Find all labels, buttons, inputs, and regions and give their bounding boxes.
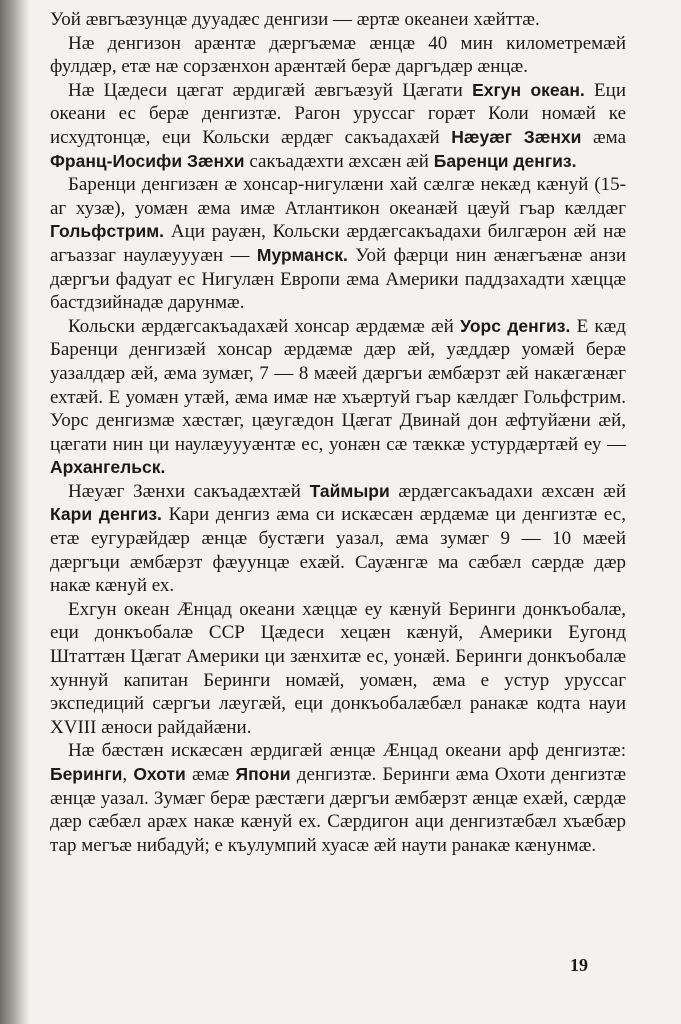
text-run: Еци океани ес берæ денгизтæ. Рагон уруссаг горæт Коли номæй ке исхудтонцæ, еци Кольски æрдæг сакъадахæй bbox=[50, 79, 626, 148]
text-run: Баренци денгизæн æ хонсар-нигулæни хай сæлгæ некæд кæнуй (15-аг хузæ), уомæн æма имæ Атлантикон океанæй цæуй гъар кæлдæг bbox=[50, 174, 626, 219]
paragraph bbox=[50, 173, 626, 315]
bold-term: Франц-Иосифи Зæнхи bbox=[50, 150, 245, 171]
bold-term: Гольфстрим. bbox=[50, 221, 165, 242]
bold-term: Баренци денгиз. bbox=[433, 150, 577, 171]
text-run: Нæ бæстæн искæсæн æрдигæй æнцæ Æнцад океани арф денгизтæ: bbox=[68, 740, 626, 762]
text-run: Уой æвгъæзунцæ дууадæс денгизи — æртæ океанеи хæйттæ. bbox=[50, 9, 540, 30]
text-run: æма bbox=[581, 126, 627, 148]
bold-term: Кари денгиз. bbox=[50, 504, 162, 525]
text-run: Нæуæг Зæнхи сакъадæхтæй bbox=[68, 480, 310, 502]
bold-term: Нæуæг Зæнхи bbox=[451, 126, 582, 147]
text-run: Кольски æрдæгсакъадахæй хонсар æрдæмæ æй bbox=[68, 315, 461, 337]
bold-term: Уорс денгиз. bbox=[460, 315, 571, 336]
text-run: Е кæд Баренци денгизæй хонсар æрдæмæ дæр æй, уæддæр уомæй берæ уазалдæр æй, æма зумæг, 7 — 8 мæей дæргъи æмбæрзт æй накæгæнæг ехтæй. Е уомæн утæй, æма имæ нæ хъæртуй гъар кæлдæг Гольфстрим. Уорс денгизмæ хæстæг, цæугæдон Цæгат Двинай дон æфтуйæни æй, цæгати нин ци наулæуууæнтæ ес, уонæн сæ тæккæ устурдæртæй еу — bbox=[50, 315, 626, 455]
bold-term: Архангельск. bbox=[50, 457, 166, 478]
text-run: Ехгун океан Æнцад океани хæццæ еу кæнуй Беринги донкъобалæ, еци донкъобалæ ССР Цæдеси хецæн кæнуй, Америки Еугонд Штаттæн Цæгат Америки ци зæнхитæ ес, уонæй. Беринги донкъобалæ хуннуй капитан Беринги номæй, уомæн, æма е устур уруссаг экспедиций сæргъи лæугæй, еци донкъобалæбæл ранакæ кодта науи XVIII æноси райдайæни. bbox=[50, 598, 626, 738]
paragraph bbox=[50, 315, 626, 480]
paragraph bbox=[50, 739, 626, 857]
paragraph bbox=[50, 598, 626, 740]
page-number: 19 bbox=[570, 955, 588, 975]
text-run: Нæ денгизон арæнтæ дæргъæмæ æнцæ 40 мин километремæй фулдæр, етæ нæ сорзæнхон арæнтæй берæ даргъдæр æнцæ. bbox=[50, 32, 626, 78]
book-spine-shadow bbox=[0, 0, 30, 1024]
text-run: сакъадæхти æхсæн æй bbox=[244, 150, 434, 172]
text-run: Нæ Цæдеси цæгат æрдигæй æвгъæзуй Цæгати bbox=[68, 79, 473, 101]
bold-term: Мурманск. bbox=[256, 244, 348, 265]
text-run: , bbox=[122, 764, 134, 785]
paragraph bbox=[50, 79, 626, 173]
text-run: Аци рауæн, Кольски æрдæгсакъадахи билгæрон æй нæ агъаззаг наулæуууæн — bbox=[50, 221, 626, 266]
text-run: æрдæгсакъадахи æхсæн æй bbox=[389, 480, 626, 502]
text-run: Кари денгиз æма си искæсæн æрдæмæ ци денгизтæ ес, етæ еугурæйдæр æнцæ бустæги уазал, æма зумæг 9 — 10 мæей дæргъци æмбæрзт фæуунцæ ехæй. Сауæнгæ ма сæбæл сæрдæ дæр накæ кæнуй ех. bbox=[50, 504, 626, 597]
bold-term: Таймыри bbox=[309, 480, 390, 501]
paragraph bbox=[50, 480, 626, 598]
bold-term: Беринги bbox=[50, 764, 123, 784]
text-run: денгизтæ. Беринги æма Охоти денгизтæ æнцæ уазал. Зумæг берæ рæстæги дæргъи æмбæрзт æнцæ ехæй, сæрдæ дæр сæбæл арæх накæ кæнуй ех. Сæрдигон аци денгизтæбæл хъæбæр тар мегъæ нибадуй; е къулумпий хуасæ æй наути ранакæ кæнунмæ. bbox=[50, 764, 627, 856]
bold-term: Охоти bbox=[133, 764, 186, 784]
text-run: Уой фæрци нин æнæгъæнæ анзи дæргъи фадуат ес Нигулæн Европи æма Америки паддзахадти хæццæ бастдзийнадæ дарунмæ. bbox=[50, 244, 626, 314]
bold-term: Япони bbox=[235, 764, 291, 784]
bold-term: Ехгун океан. bbox=[472, 79, 585, 100]
text-run: æмæ bbox=[185, 764, 236, 785]
paragraph bbox=[50, 8, 626, 32]
paragraph bbox=[50, 32, 626, 79]
page-body bbox=[50, 8, 626, 857]
